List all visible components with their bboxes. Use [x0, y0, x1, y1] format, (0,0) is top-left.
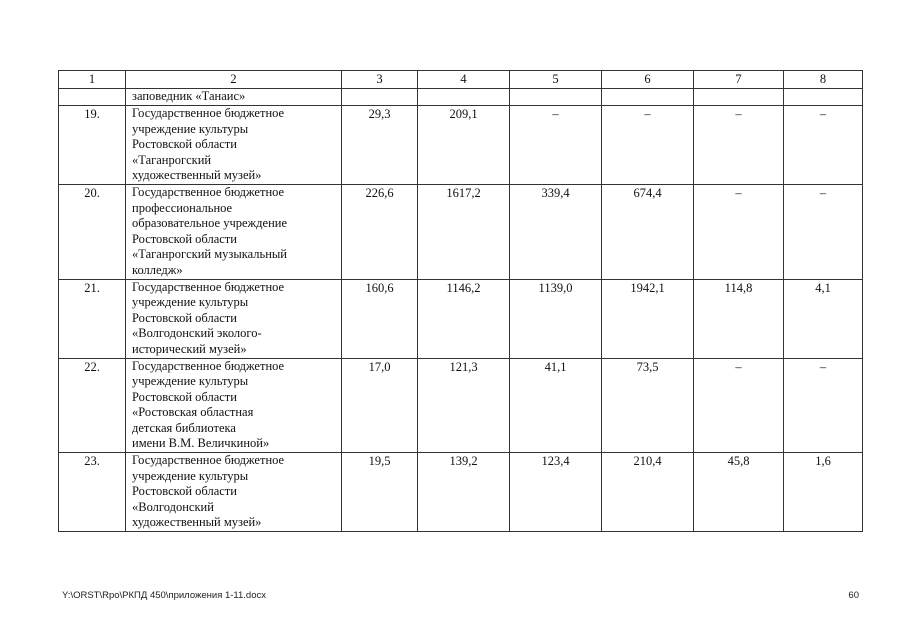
institution-name-line: Ростовской области	[132, 310, 237, 325]
institution-name-line: учреждение культуры	[132, 295, 249, 310]
institution-name-line: исторический музей»	[132, 341, 247, 356]
institution-name-line: художественный музей»	[132, 515, 262, 530]
header-col-4: 4	[418, 71, 510, 89]
institution-name-line: учреждение культуры	[132, 374, 249, 389]
value-col-8: 1,6	[784, 453, 863, 532]
table-row	[59, 184, 863, 279]
table-row	[59, 358, 863, 453]
value-col-6	[602, 89, 694, 106]
row-number: 23.	[59, 453, 126, 532]
value-col-5: 1139,0	[510, 279, 602, 358]
institution-name-line: Ростовской области	[132, 137, 237, 152]
institution-name-line: учреждение культуры	[132, 121, 249, 136]
table-row	[59, 106, 863, 185]
footer-file-path: Y:\ORST\Rpo\РКПД 450\приложения 1-11.docx	[62, 590, 266, 601]
value-col-3: 19,5	[342, 453, 418, 532]
institution-name-line: Ростовской области	[132, 484, 237, 499]
institution-name	[126, 184, 342, 279]
value-col-7: –	[694, 358, 784, 453]
value-col-4: 139,2	[418, 453, 510, 532]
value-col-5: 339,4	[510, 184, 602, 279]
institution-name-line: имени В.М. Величкиной»	[132, 436, 270, 451]
row-number: 20.	[59, 184, 126, 279]
institution-name-line: «Волгодонский эколого-	[132, 326, 262, 341]
institution-name	[126, 453, 342, 532]
institution-name	[126, 358, 342, 453]
institution-name-line: «Волгодонский	[132, 499, 214, 514]
institution-name	[126, 279, 342, 358]
value-col-5: –	[510, 106, 602, 185]
header-col-7: 7	[694, 71, 784, 89]
value-col-4	[418, 89, 510, 106]
institution-name-line: «Таганрогский	[132, 152, 212, 167]
header-row	[59, 71, 863, 89]
value-col-5	[510, 89, 602, 106]
value-col-5: 123,4	[510, 453, 602, 532]
header-col-8: 8	[784, 71, 863, 89]
institution-name-line: «Таганрогский музыкальный	[132, 247, 287, 262]
row-number: 21.	[59, 279, 126, 358]
institution-name-line: Ростовской области	[132, 231, 237, 246]
value-col-7: 45,8	[694, 453, 784, 532]
continuation-row	[59, 89, 863, 106]
table-body	[59, 89, 863, 532]
value-col-3: 29,3	[342, 106, 418, 185]
value-col-6: 210,4	[602, 453, 694, 532]
value-col-6: 73,5	[602, 358, 694, 453]
value-col-8: –	[784, 106, 863, 185]
header-col-6: 6	[602, 71, 694, 89]
institution-name-line: художественный музей»	[132, 168, 262, 183]
institution-name-line: учреждение культуры	[132, 468, 249, 483]
institution-name	[126, 106, 342, 185]
value-col-4: 121,3	[418, 358, 510, 453]
institution-name-line: Государственное бюджетное	[132, 184, 285, 199]
value-col-8: –	[784, 358, 863, 453]
header-col-2: 2	[126, 71, 342, 89]
value-col-6: 674,4	[602, 184, 694, 279]
row-number	[59, 89, 126, 106]
appendix-table	[58, 70, 863, 532]
value-col-3: 160,6	[342, 279, 418, 358]
value-col-7	[694, 89, 784, 106]
institution-name-line: Ростовской области	[132, 389, 237, 404]
value-col-8: –	[784, 184, 863, 279]
header-col-3: 3	[342, 71, 418, 89]
institution-name-line: образовательное учреждение	[132, 216, 288, 231]
value-col-5: 41,1	[510, 358, 602, 453]
value-col-4: 209,1	[418, 106, 510, 185]
institution-name-line: детская библиотека	[132, 420, 236, 435]
value-col-8: 4,1	[784, 279, 863, 358]
institution-name-line: Государственное бюджетное	[132, 106, 285, 120]
value-col-4: 1146,2	[418, 279, 510, 358]
institution-name-line: профессиональное	[132, 200, 233, 215]
table-row	[59, 453, 863, 532]
value-col-7: –	[694, 106, 784, 185]
row-number: 19.	[59, 106, 126, 185]
value-col-8	[784, 89, 863, 106]
header-col-5: 5	[510, 71, 602, 89]
table-row	[59, 279, 863, 358]
value-col-3: 226,6	[342, 184, 418, 279]
value-col-6: 1942,1	[602, 279, 694, 358]
value-col-6: –	[602, 106, 694, 185]
value-col-4: 1617,2	[418, 184, 510, 279]
value-col-3: 17,0	[342, 358, 418, 453]
value-col-7: –	[694, 184, 784, 279]
header-col-1: 1	[59, 71, 126, 89]
institution-name-line: заповедник «Танаис»	[132, 89, 246, 103]
institution-name-line: колледж»	[132, 262, 183, 277]
institution-name	[126, 89, 342, 106]
footer-page-number: 60	[848, 590, 859, 601]
value-col-7: 114,8	[694, 279, 784, 358]
value-col-3	[342, 89, 418, 106]
institution-name-line: «Ростовская областная	[132, 405, 254, 420]
institution-name-line: Государственное бюджетное	[132, 453, 285, 468]
institution-name-line: Государственное бюджетное	[132, 358, 285, 373]
row-number: 22.	[59, 358, 126, 453]
institution-name-line: Государственное бюджетное	[132, 279, 285, 294]
